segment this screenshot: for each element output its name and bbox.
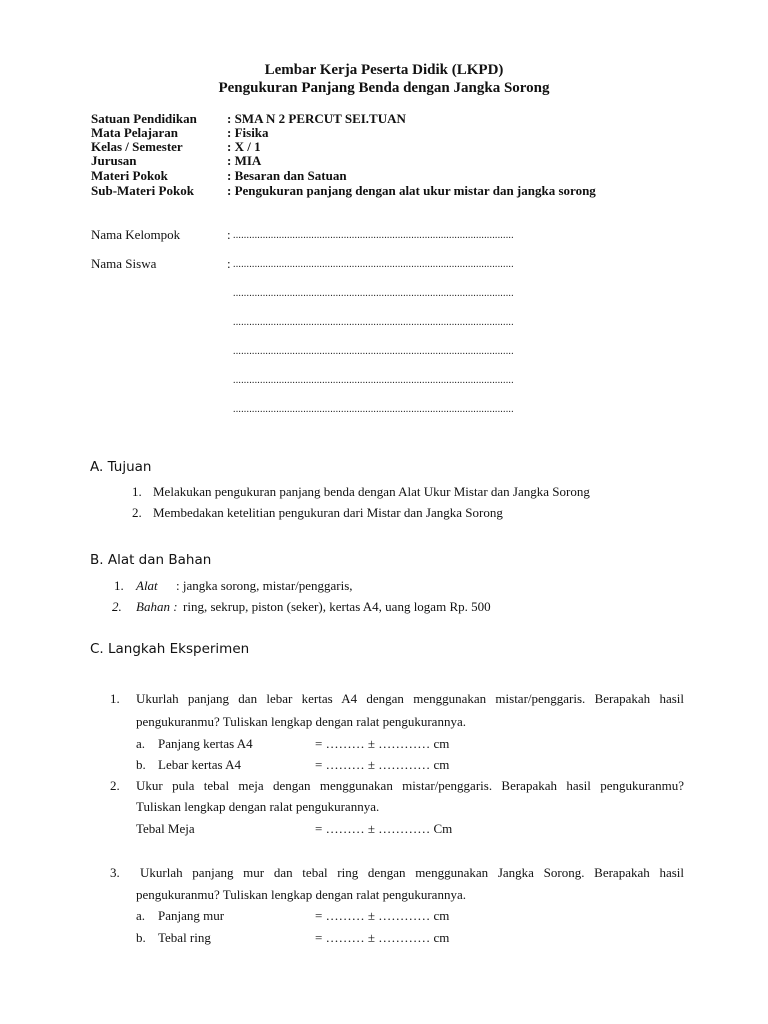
answer-field[interactable]: = ……… ± ………… cm [315,736,450,751]
document-title: Lembar Kerja Peserta Didik (LKPD) [264,62,504,78]
list-item: Melakukan pengukuran panjang benda dengan Alat Ukur Mistar dan Jangka Sorong [153,484,590,499]
row-letter: a. [136,736,146,751]
answer-field[interactable]: = ……… ± ………… Cm [315,821,453,836]
list-number: 2. [112,599,122,614]
meta-value: : Pengukuran panjang dengan alat ukur mistar dan jangka sorong [227,183,596,198]
list-item: Membedakan ketelitian pengukuran dari Mistar dan Jangka Sorong [153,505,503,520]
row-letter: b. [136,757,146,772]
row-label: Lebar kertas A4 [158,757,242,772]
step-text: Ukur pula tebal meja dengan menggunakan mistar/penggaris. Berapakah hasil pengukuranmu? [136,778,684,793]
row-letter: a. [136,908,146,923]
section-heading-langkah: C. Langkah Eksperimen [90,641,250,657]
meta-label: Mata Pelajaran [91,125,179,140]
alat-text: : jangka sorong, mistar/penggaris, [176,578,353,593]
colon: : [227,227,231,242]
meta-value: : Besaran dan Satuan [227,168,347,183]
step-number: 2. [110,778,120,793]
list-number: 1. [114,578,124,593]
nama-siswa-field[interactable]: ........................................................................................................ [233,404,514,415]
nama-kelompok-label: Nama Kelompok [91,227,181,242]
meta-label: Jurusan [91,153,137,168]
step-text: Tuliskan lengkap dengan ralat pengukurannya. [136,799,380,814]
list-number: 1. [132,484,142,499]
nama-siswa-field[interactable]: ........................................................................................................ [233,346,514,357]
step-text: Ukurlah panjang dan lebar kertas A4 dengan menggunakan mistar/penggaris. Berapakah hasil [136,691,684,706]
step-number: 3. [110,865,120,880]
colon: : [227,256,231,271]
alat-label: Alat [136,578,158,593]
meta-label: Satuan Pendidikan [91,111,197,126]
answer-field[interactable]: = ……… ± ………… cm [315,930,450,945]
row-label: Tebal Meja [136,821,195,836]
step-text: pengukuranmu? Tuliskan lengkap dengan ralat pengukurannya. [136,714,466,729]
step-text: Ukurlah panjang mur dan tebal ring dengan menggunakan Jangka Sorong. Berapakah hasil [140,865,684,880]
list-number: 2. [132,505,142,520]
meta-value: : Fisika [227,125,269,140]
meta-label: Sub-Materi Pokok [91,183,194,198]
row-letter: b. [136,930,146,945]
nama-siswa-field[interactable]: ........................................................................................................ [233,375,514,386]
meta-value: : MIA [227,153,262,168]
nama-kelompok-field[interactable]: ........................................................................................................ [233,230,514,241]
nama-siswa-field[interactable]: ........................................................................................................ [233,317,514,328]
document-subtitle: Pengukuran Panjang Benda dengan Jangka Sorong [218,80,550,96]
meta-label: Kelas / Semester [91,139,183,154]
answer-field[interactable]: = ……… ± ………… cm [315,908,450,923]
nama-siswa-field[interactable]: ........................................................................................................ [233,288,514,299]
section-heading-tujuan: A. Tujuan [90,459,152,475]
bahan-text: ring, sekrup, piston (seker), kertas A4, uang logam Rp. 500 [183,599,491,614]
meta-value: : X / 1 [227,139,261,154]
step-text: pengukuranmu? Tuliskan lengkap dengan ralat pengukurannya. [136,887,466,902]
row-label: Tebal ring [158,930,211,945]
section-heading-alat-bahan: B. Alat dan Bahan [90,552,212,568]
bahan-label: Bahan : [136,599,178,614]
meta-value: : SMA N 2 PERCUT SEI.TUAN [227,111,406,126]
nama-siswa-field[interactable]: ........................................................................................................ [233,259,514,270]
answer-field[interactable]: = ……… ± ………… cm [315,757,450,772]
row-label: Panjang kertas A4 [158,736,253,751]
meta-label: Materi Pokok [91,168,168,183]
row-label: Panjang mur [158,908,225,923]
nama-siswa-label: Nama Siswa [91,256,157,271]
step-number: 1. [110,691,120,706]
